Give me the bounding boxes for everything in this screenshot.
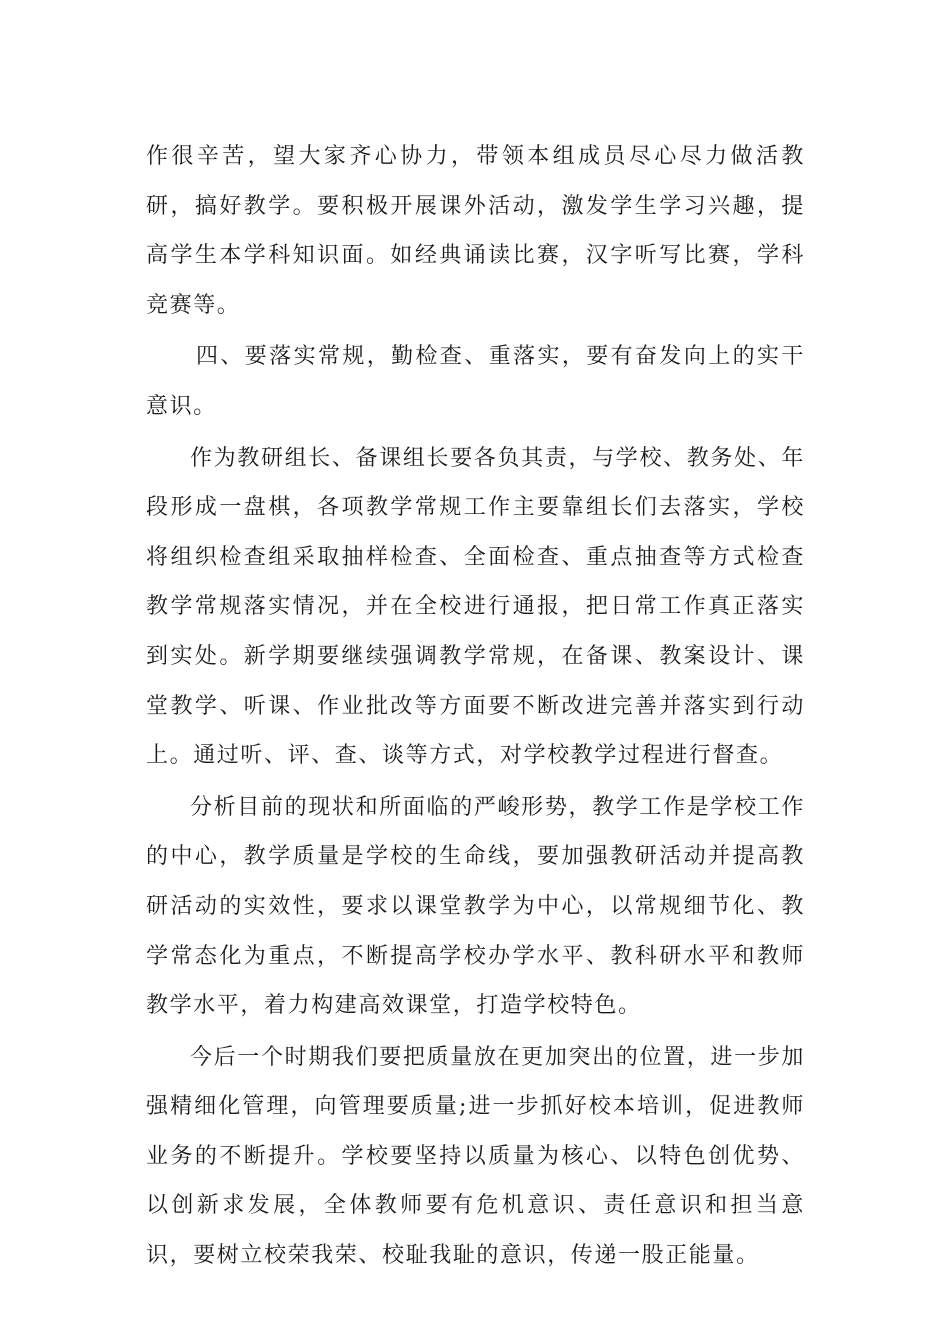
paragraph-situation-analysis: 分析目前的现状和所面临的严峻形势，教学工作是学校工作的中心，教学质量是学校的生命线，要加强教研活动并提高教研活动的实效性，要求以课堂教学为中心，以常规细节化、教学常态化为重点，不断提高学校办学水平、教科研水平和教师教学水平，着力构建高效课堂，打造学校特色。 [146, 794, 805, 1019]
paragraph-continuation: 作很辛苦，望大家齐心协力，带领本组成员尽心尽力做活教研，搞好教学。要积极开展课外活动，激发学生学习兴趣，提高学生本学科知识面。如经典诵读比赛，汉字听写比赛，学科竞赛等。 [146, 144, 805, 318]
section-heading-four: 四、要落实常规，勤检查、重落实，要有奋发向上的实干意识。 [146, 344, 805, 419]
paragraph-future-focus: 今后一个时期我们要把质量放在更加突出的位置，进一步加强精细化管理，向管理要质量;进一步抓好校本培训，促进教师业务的不断提升。学校要坚持以质量为核心、以特色创优势、以创新求发展，全体教师要有危机意识、责任意识和担当意识，要树立校荣我荣、校耻我耻的意识，传递一股正能量。 [146, 1044, 805, 1269]
document-page [146, 132, 805, 1283]
paragraph-routine-inspection: 作为教研组长、备课组长要各负其责，与学校、教务处、年段形成一盘棋，各项教学常规工作主要靠组长们去落实，学校将组织检查组采取抽样检查、全面检查、重点抽查等方式检查教学常规落实情况，并在全校进行通报，把日常工作真正落实到实处。新学期要继续强调教学常规，在备课、教案设计、课堂教学、听课、作业批改等方面要不断改进完善并落实到行动上。通过听、评、查、谈等方式，对学校教学过程进行督查。 [146, 445, 805, 769]
